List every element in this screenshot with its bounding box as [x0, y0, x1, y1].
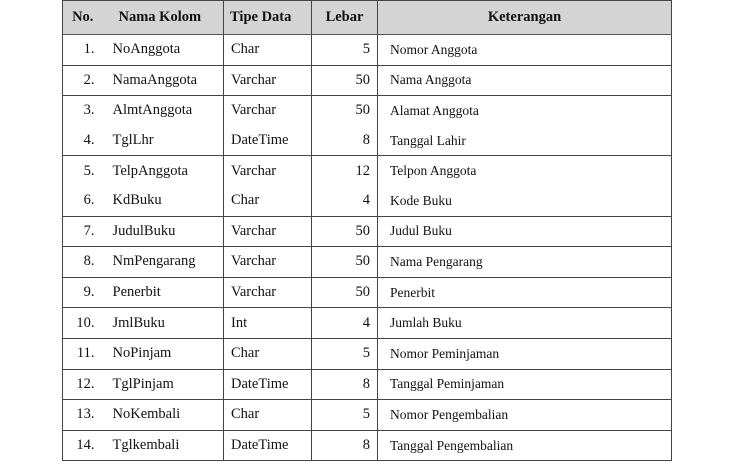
cell-nama-kolom: JudulBuku	[103, 216, 224, 247]
table-row	[63, 247, 672, 278]
cell-tipe-data: Varchar	[224, 65, 312, 96]
cell-keterangan: Alamat Anggota	[378, 96, 672, 126]
cell-lebar: 5	[312, 400, 378, 431]
cell-tipe-data: Varchar	[224, 277, 312, 308]
cell-no: 12.	[63, 369, 103, 400]
cell-keterangan: Tanggal Peminjaman	[378, 369, 672, 400]
cell-lebar: 50	[312, 65, 378, 96]
cell-nama-kolom: AlmtAnggota	[112, 102, 193, 119]
cell-no: 1.	[63, 35, 103, 66]
cell-keterangan: Judul Buku	[378, 216, 672, 247]
cell-keterangan: Nomor Pengembalian	[378, 400, 672, 431]
cell-no: 3.	[63, 96, 103, 126]
cell-nama-kolom: TelpAnggota	[112, 162, 188, 179]
cell-tipe-data: Varchar	[224, 96, 312, 126]
table-row	[63, 216, 672, 247]
cell-no: 11.	[63, 338, 103, 369]
table-row	[63, 308, 672, 339]
cell-nama-kolom: JmlBuku	[103, 308, 224, 339]
cell-tipe-data: DateTime	[224, 369, 312, 400]
cell-keterangan: Nama Anggota	[378, 65, 672, 96]
cell-lebar: 12	[312, 156, 378, 186]
cell-keterangan: Penerbit	[378, 277, 672, 308]
cell-keterangan: Nomor Anggota	[378, 35, 672, 66]
cell-keterangan: Jumlah Buku	[378, 308, 672, 339]
cell-lebar: 5	[312, 338, 378, 369]
cell-tipe-data: Varchar	[224, 247, 312, 278]
cell-nama-kolom: NoAnggota	[103, 35, 224, 66]
cell-tipe-data: Char	[224, 338, 312, 369]
cell-lebar: 8	[312, 430, 378, 461]
cell-no: 9.	[63, 277, 103, 308]
cell-tipe-data: Char	[224, 35, 312, 66]
cell-nama-kolom: NoKembali	[103, 400, 224, 431]
table-row	[63, 65, 672, 96]
cell-no: 13.	[63, 400, 103, 431]
cell-keterangan: Nama Pengarang	[378, 247, 672, 278]
cell-no: 5.	[63, 156, 103, 186]
cell-no: 8.	[63, 247, 103, 278]
cell-lebar: 50	[312, 247, 378, 278]
cell-tipe-data: DateTime	[224, 126, 312, 156]
cell-lebar: 50	[312, 216, 378, 247]
table-row	[63, 369, 672, 400]
table-row	[63, 277, 672, 308]
cell-keterangan: Tanggal Lahir	[378, 126, 672, 156]
cell-no: 7.	[63, 216, 103, 247]
cell-nama-kolom: TglLhr	[103, 126, 224, 156]
cell-tipe-data: Char	[224, 400, 312, 431]
cell-no: 2.	[63, 65, 103, 96]
cell-nama-kolom: TglPinjam	[103, 369, 224, 400]
cell-nama-kolom: Tglkembali	[103, 430, 224, 461]
header-keterangan: Keterangan	[378, 1, 672, 35]
cell-lebar: 50	[312, 96, 378, 126]
cell-lebar: 50	[312, 277, 378, 308]
table-row	[63, 430, 672, 461]
cell-lebar: 5	[312, 35, 378, 66]
cell-nama-kolom: NoPinjam	[103, 338, 224, 369]
cell-keterangan: Kode Buku	[378, 186, 672, 216]
table-row	[63, 126, 672, 156]
cell-tipe-data: DateTime	[224, 430, 312, 461]
cell-no: 10.	[63, 308, 103, 339]
cell-lebar: 4	[312, 186, 378, 216]
cell-nama-kolom: NmPengarang	[103, 247, 224, 278]
table-row	[63, 35, 672, 66]
cell-keterangan: Tanggal Pengembalian	[378, 430, 672, 461]
cell-no: 4.	[63, 126, 103, 156]
cell-lebar: 4	[312, 308, 378, 339]
cell-nama-kolom: Penerbit	[103, 277, 224, 308]
cell-no: 14.	[63, 430, 103, 461]
cell-lebar: 8	[312, 126, 378, 156]
cell-tipe-data: Char	[224, 186, 312, 216]
table-row	[63, 400, 672, 431]
table-header-row	[63, 1, 672, 35]
data-dictionary-table	[62, 0, 672, 461]
cell-tipe-data: Varchar	[224, 216, 312, 247]
cell-keterangan: Nomor Peminjaman	[378, 338, 672, 369]
table-row	[63, 96, 672, 126]
header-lebar: Lebar	[312, 1, 378, 35]
table-row	[63, 186, 672, 216]
table-row	[63, 156, 672, 186]
cell-nama-kolom: KdBuku	[103, 186, 224, 216]
cell-lebar: 8	[312, 369, 378, 400]
table-row	[63, 338, 672, 369]
cell-tipe-data: Varchar	[224, 156, 312, 186]
header-no: No.	[63, 1, 103, 35]
header-tipe-data: Tipe Data	[224, 1, 312, 35]
cell-no: 6.	[63, 186, 103, 216]
cell-keterangan: Telpon Anggota	[378, 156, 672, 186]
cell-nama-kolom: NamaAnggota	[103, 65, 224, 96]
cell-tipe-data: Int	[224, 308, 312, 339]
header-nama-kolom: Nama Kolom	[103, 1, 224, 35]
